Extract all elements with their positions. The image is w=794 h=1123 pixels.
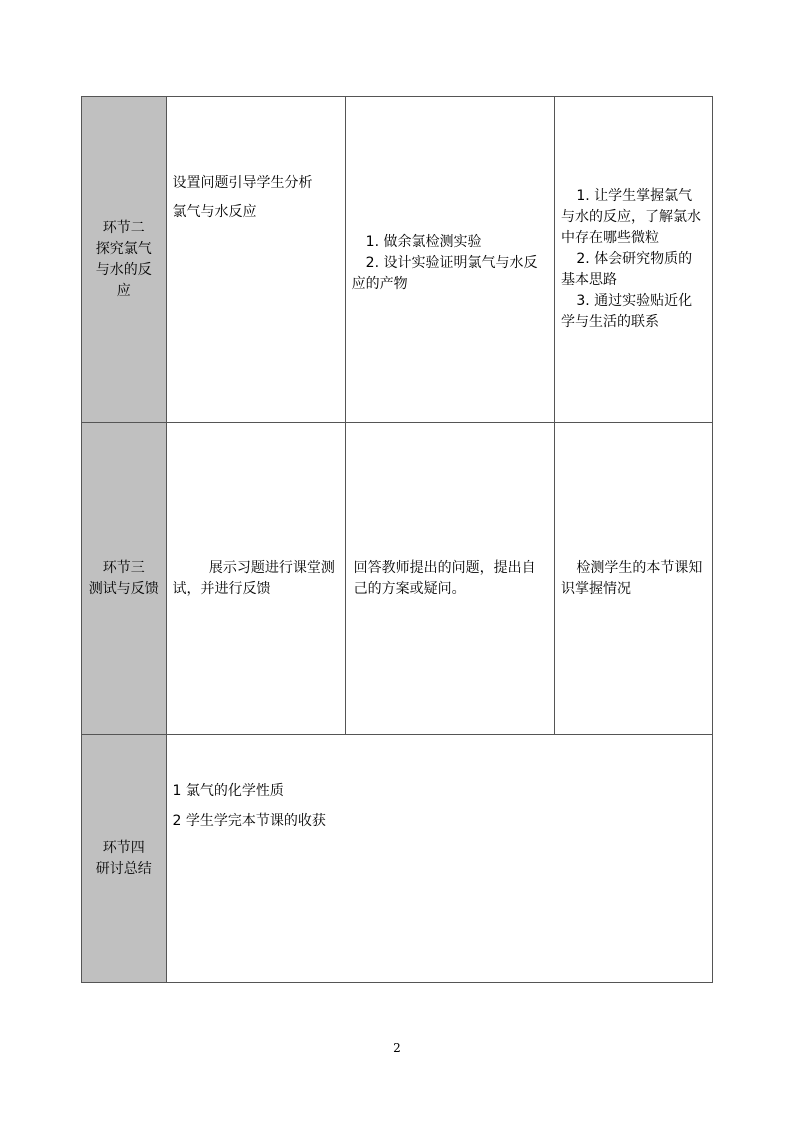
student-activity-text: 回答教师提出的问题，提出自己的方案或疑问。 — [353, 559, 536, 597]
stage-line: 环节三 — [102, 559, 145, 576]
stage-line: 环节二 — [102, 219, 145, 236]
lesson-plan-table — [81, 96, 713, 983]
stage-line: 应 — [116, 282, 131, 299]
stage-cell — [82, 735, 167, 983]
teacher-activity-cell — [166, 423, 345, 735]
design-intent-cell — [554, 97, 712, 423]
student-activity-text: 1. 做余氯检测实验 — [365, 234, 482, 250]
design-intent-text: 检测学生的本节课知识掌握情况 — [560, 559, 703, 597]
teacher-activity-cell — [166, 97, 345, 423]
stage-line: 测试与反馈 — [88, 580, 159, 597]
student-activity-cell — [345, 97, 554, 423]
design-intent-cell — [554, 423, 712, 735]
stage-cell — [82, 423, 167, 735]
teacher-activity-text: 展示习题进行课堂测试，并进行反馈 — [172, 559, 335, 597]
summary-cell — [166, 735, 712, 983]
student-activity-text: 2. 设计实验证明氯气与水反应的产物 — [351, 255, 538, 292]
table-row — [82, 97, 713, 423]
design-intent-text: 2. 体会研究物质的基本思路 — [560, 251, 693, 288]
stage-line: 环节四 — [102, 839, 145, 856]
summary-item: 2 学生学完本节课的收获 — [172, 813, 326, 829]
page-number: 2 — [393, 1041, 401, 1055]
stage-line: 研讨总结 — [95, 860, 152, 877]
teacher-activity-text: 氯气与水反应 — [172, 204, 257, 220]
stage-line: 与水的反 — [95, 261, 152, 278]
teacher-activity-text: 设置问题引导学生分析 — [172, 175, 313, 191]
design-intent-text: 1. 让学生掌握氯气与水的反应，了解氯水中存在哪些微粒 — [560, 188, 701, 246]
student-activity-cell — [345, 423, 554, 735]
table-row — [82, 735, 713, 983]
table-row — [82, 423, 713, 735]
stage-line: 探究氯气 — [95, 240, 152, 257]
summary-item: 1 氯气的化学性质 — [172, 783, 284, 799]
stage-cell — [82, 97, 167, 423]
design-intent-text: 3. 通过实验贴近化学与生活的联系 — [560, 293, 693, 330]
